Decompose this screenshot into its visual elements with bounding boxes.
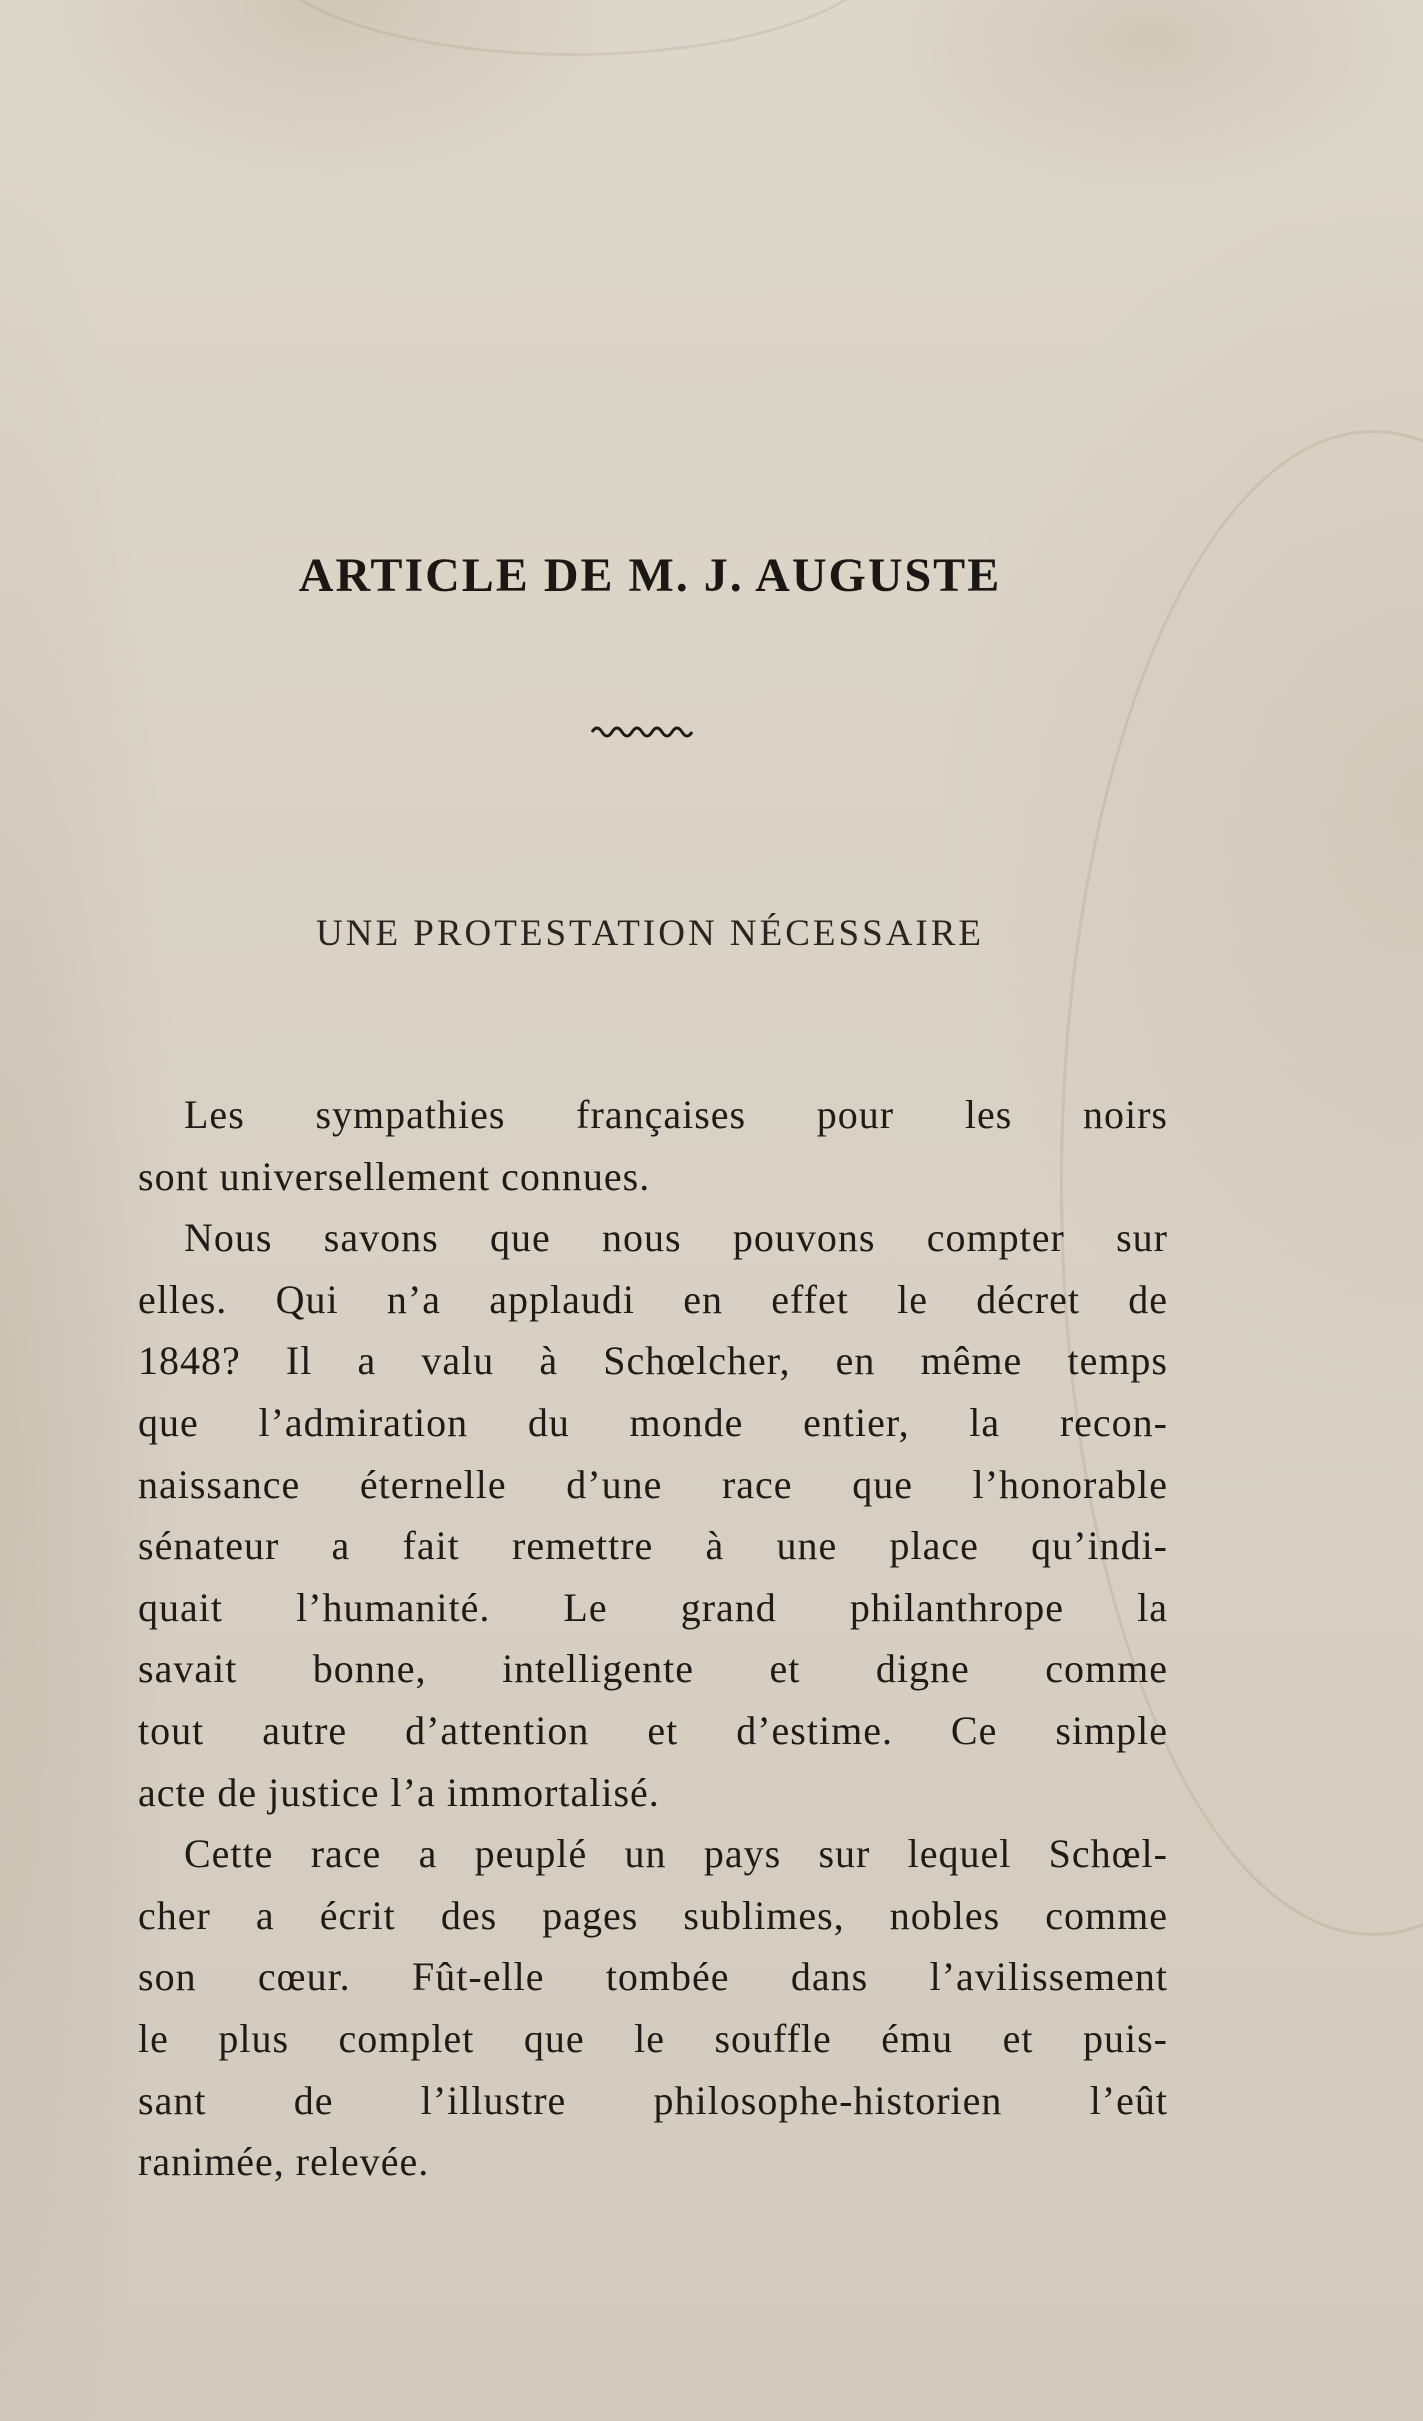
article-subtitle: UNE PROTESTATION NÉCESSAIRE — [316, 913, 984, 954]
text-line: sant de l’illustre philosophe-historien l’eût — [138, 2077, 1168, 2123]
text-line: tout autre d’attention et d’estime. Ce simple — [138, 1707, 1168, 1753]
text-line: quait l’humanité. Le grand philanthrope la — [138, 1584, 1168, 1630]
text-line: 1848? Il a valu à Schœlcher, en même temps — [138, 1338, 1168, 1384]
water-stain — [260, 0, 886, 56]
text-line: sont universellement connues. — [138, 1153, 651, 1199]
text-line: que l’admiration du monde entier, la recon- — [138, 1399, 1168, 1445]
text-line: savait bonne, intelligente et digne comme — [138, 1646, 1168, 1692]
text-line: cher a écrit des pages sublimes, nobles comme — [138, 1892, 1168, 1938]
article-body — [138, 1084, 1168, 2193]
text-line: naissance éternelle d’une race que l’honorable — [138, 1461, 1168, 1507]
text-line: Cette race a peuplé un pays sur lequel Schœl- — [184, 1831, 1168, 1877]
wavy-divider — [590, 720, 700, 740]
text-line: le plus complet que le souffle ému et puis- — [138, 2015, 1168, 2061]
text-line: ranimée, relevée. — [138, 2139, 430, 2185]
article-title: ARTICLE DE M. J. AUGUSTE — [298, 549, 1002, 602]
text-line: son cœur. Fût-elle tombée dans l’avilissement — [138, 1954, 1168, 2000]
text-line: acte de justice l’a immortalisé. — [138, 1769, 660, 1815]
text-line: Nous savons que nous pouvons compter sur — [184, 1215, 1168, 1261]
text-line: Les sympathies françaises pour les noirs — [184, 1092, 1168, 1137]
text-line: elles. Qui n’a applaudi en effet le décret de — [138, 1276, 1168, 1322]
text-line: sénateur a fait remettre à une place qu’indi- — [138, 1523, 1168, 1569]
